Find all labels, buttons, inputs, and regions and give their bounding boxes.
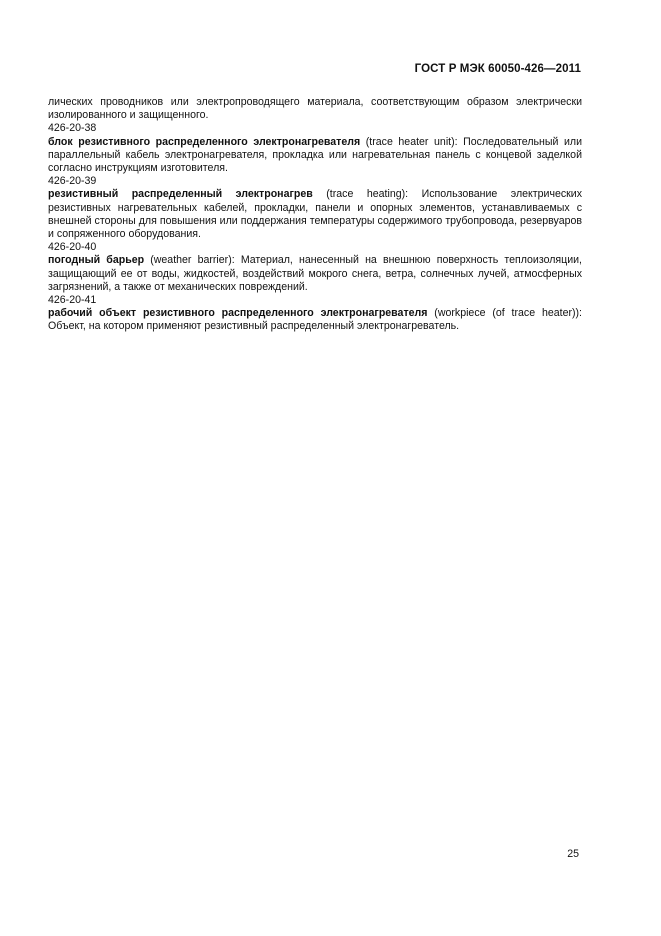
term-definition-paragraph bbox=[48, 136, 582, 176]
term-definition-paragraph bbox=[48, 307, 582, 333]
term-definition: (trace heater unit): Последовательный или параллельный кабель электронагревателя, прокладка или нагревательная панель с концевой заделкой согласно инструкциям изготовителя. bbox=[48, 135, 582, 175]
term-name: резистивный распределенный электронагрев bbox=[48, 188, 313, 201]
term-definition: (workpiece (of trace heater)): Объект, на котором применяют резистивный распределенный электронагреватель. bbox=[48, 307, 582, 333]
term-number: 426-20-38 bbox=[48, 122, 97, 135]
term-definition-paragraph bbox=[48, 188, 582, 241]
term-number: 426-20-39 bbox=[48, 175, 97, 188]
term-definition: (weather barrier): Материал, нанесенный на внешнюю поверхность теплоизоляции, защищающий ее от воды, жидкостей, воздействий мокрого снега, ветра, солнечных лучей, атмосферных загрязнений, а также от механических повреждений. bbox=[48, 254, 582, 293]
continued-paragraph: лических проводников или электропроводящего материала, соответствующим образом электрически изолированного и защищенного. bbox=[48, 96, 582, 122]
page-number: 25 bbox=[567, 848, 579, 860]
term-entry-426-20-41 bbox=[48, 294, 582, 334]
term-name: блок резистивного распределенного электронагревателя bbox=[48, 135, 361, 148]
term-entry-426-20-39 bbox=[48, 175, 582, 241]
term-number: 426-20-40 bbox=[48, 241, 97, 254]
term-name: погодный барьер bbox=[48, 254, 145, 267]
term-definition: (trace heating): Использование электрических резистивных нагревательных кабелей, прокладки, панели и опорных элементов, устанавливаемых с внешней стороны для повышения или поддержания температуры содержимого трубопровода, резервуаров и сопряженного оборудования. bbox=[48, 188, 582, 241]
term-number: 426-20-41 bbox=[48, 294, 97, 307]
document-header: ГОСТ Р МЭК 60050-426—2011 bbox=[414, 63, 581, 75]
term-entry-426-20-38 bbox=[48, 122, 582, 175]
term-definition-paragraph bbox=[48, 254, 582, 294]
document-body bbox=[48, 96, 582, 334]
term-entry-426-20-40 bbox=[48, 241, 582, 294]
term-name: рабочий объект резистивного распределенного электронагревателя bbox=[48, 307, 428, 320]
